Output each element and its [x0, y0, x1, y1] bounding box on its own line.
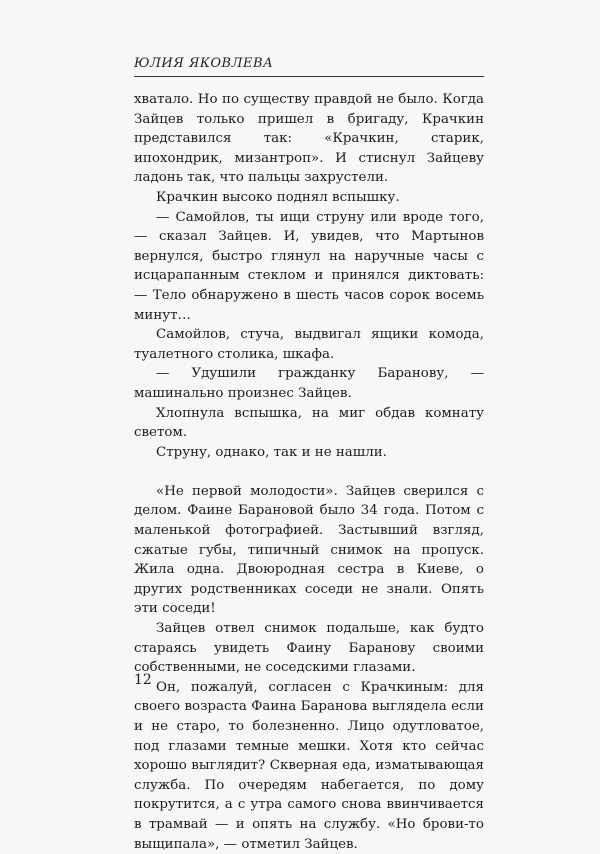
paragraph: Зайцев отвел снимок подальше, как будто стараясь увидеть Фаину Баранову своими собственными, не соседскими глазами.	[134, 621, 484, 676]
page-number: 12	[134, 672, 152, 688]
paragraph: — Самойлов, ты ищи струну или вроде того, — сказал Зайцев. И, увидев, что Мартынов вернулся, быстро глянул на наручные часы с исцарапанным стеклом и принялся диктовать: — Тело обнаружено в шесть часов сорок восемь минут…	[134, 209, 484, 323]
paragraph: — Удушили гражданку Баранову, — машинально произнес Зайцев.	[134, 366, 484, 401]
paragraph: Струну, однако, так и не нашли.	[156, 444, 387, 460]
header-rule	[134, 76, 484, 77]
body-text	[134, 90, 484, 854]
paragraph: Самойлов, стуча, выдвигал ящики комода, туалетного столика, шкафа.	[134, 327, 484, 362]
paragraph: Он, пожалуй, согласен с Крачкиным: для своего возраста Фаина Баранова выглядела если и не старо, то болезненно. Лицо одутловатое, под глазами темные мешки. Хотя кто сейчас хорошо выглядит? Скверная еда, изматывающая служба. По очередям набегается, по дому покрутится, а с утра самого снова ввинчивается в трамвай — и опять на службу. «Но брови-то выщипала», — отметил Зайцев.	[134, 679, 484, 852]
paragraph-section-start: «Не первой молодости». Зайцев сверился с делом. Фаине Барановой было 34 года. Потом с маленькой фотографией. Застывший взгляд, сжатые губы, типичный снимок на пропуск. Жила одна. Двоюродная сестра в Киеве, о других родственниках соседи не знали. Опять эти соседи!	[134, 483, 484, 617]
running-head: ЮЛИЯ ЯКОВЛЕВА	[134, 56, 274, 71]
paragraph-continuation: хватало. Но по существу правдой не было. Когда Зайцев только пришел в бригаду, Крачкин представился так: «Крачкин, старик, ипохондрик, мизантроп». И стиснул Зайцеву ладонь так, что пальцы захрустели.	[134, 92, 484, 186]
paragraph: Крачкин высоко поднял вспышку.	[156, 189, 400, 205]
paragraph: Хлопнула вспышка, на миг обдав комнату светом.	[134, 405, 484, 441]
